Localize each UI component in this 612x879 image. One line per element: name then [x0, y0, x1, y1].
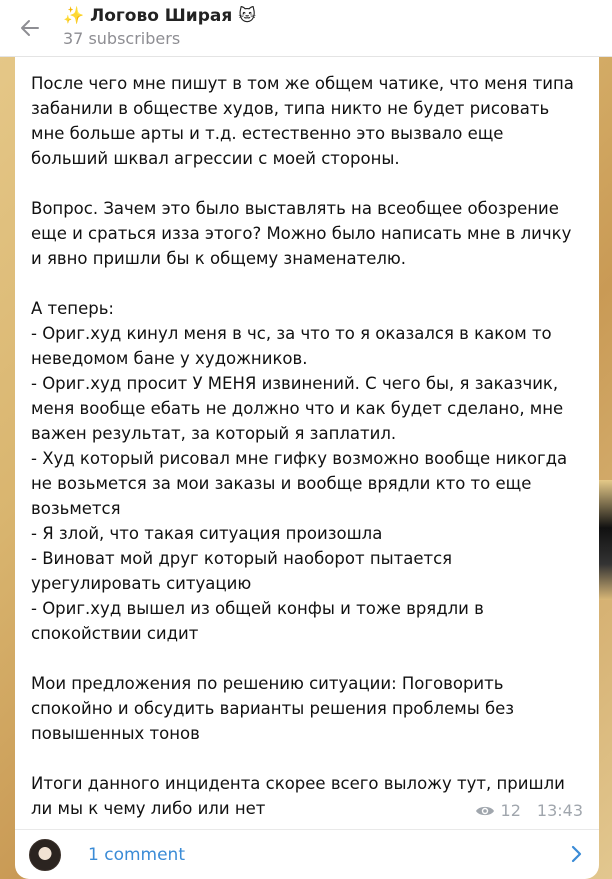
comments-label: 1 comment: [88, 844, 185, 865]
comments-button[interactable]: [15, 830, 599, 879]
eye-icon: [475, 804, 495, 818]
channel-title: ✨ Логово Ширая 🐱: [63, 6, 256, 26]
subscriber-count: 37 subscribers: [63, 29, 181, 48]
chevron-right-icon: [567, 845, 585, 863]
back-button[interactable]: [0, 0, 60, 57]
message-text: После чего мне пишут в том же общем чатике, что меня типа забанили в обществе худов, типа никто не будет рисовать мне больше арты и т.д. естественно это вызвало еще больший шквал агрессии с моей стороны. Вопрос. Зачем это было выставлять на всеобщее обозрение еще и сраться изза этого? Можно было написать мне в личку и явно пришли бы к общему знаменателю. А теперь: - Ориг.худ кинул меня в чс, за что то я оказался в каком то неведомом бане у художников. - Ориг.худ просит У МЕНЯ извинений. С чего бы, я заказчик, меня вообще ебать не должно что и как будет сделано, мне важен результат, за который я заплатил. - Худ который рисовал мне гифку возможно вообще никогда не возьмется за мои заказы и вообще врядли кто то еще возьмется - Я злой, что такая ситуация произошла - Виноват мой друг который наоборот пытается урегулировать ситуацию - Ориг.худ вышел из общей конфы и тоже врядли в спокойствии сидит Мои предложения по решению ситуации: Поговорить спокойно и обсудить варианты решения проблемы без повышенных тонов Итоги данного инцидента скорее всего выложу тут, пришли ли мы к чему либо или нет: [31, 74, 574, 818]
wallpaper-detail: [599, 480, 612, 600]
message-time: 13:43: [536, 801, 583, 820]
channel-info[interactable]: [63, 6, 256, 50]
arrow-left-icon: [18, 16, 42, 40]
commenter-avatar: [29, 839, 61, 871]
channel-header: [0, 0, 612, 57]
message-meta: [475, 801, 583, 820]
view-count: 12: [500, 801, 521, 820]
message-bubble: [15, 57, 599, 879]
